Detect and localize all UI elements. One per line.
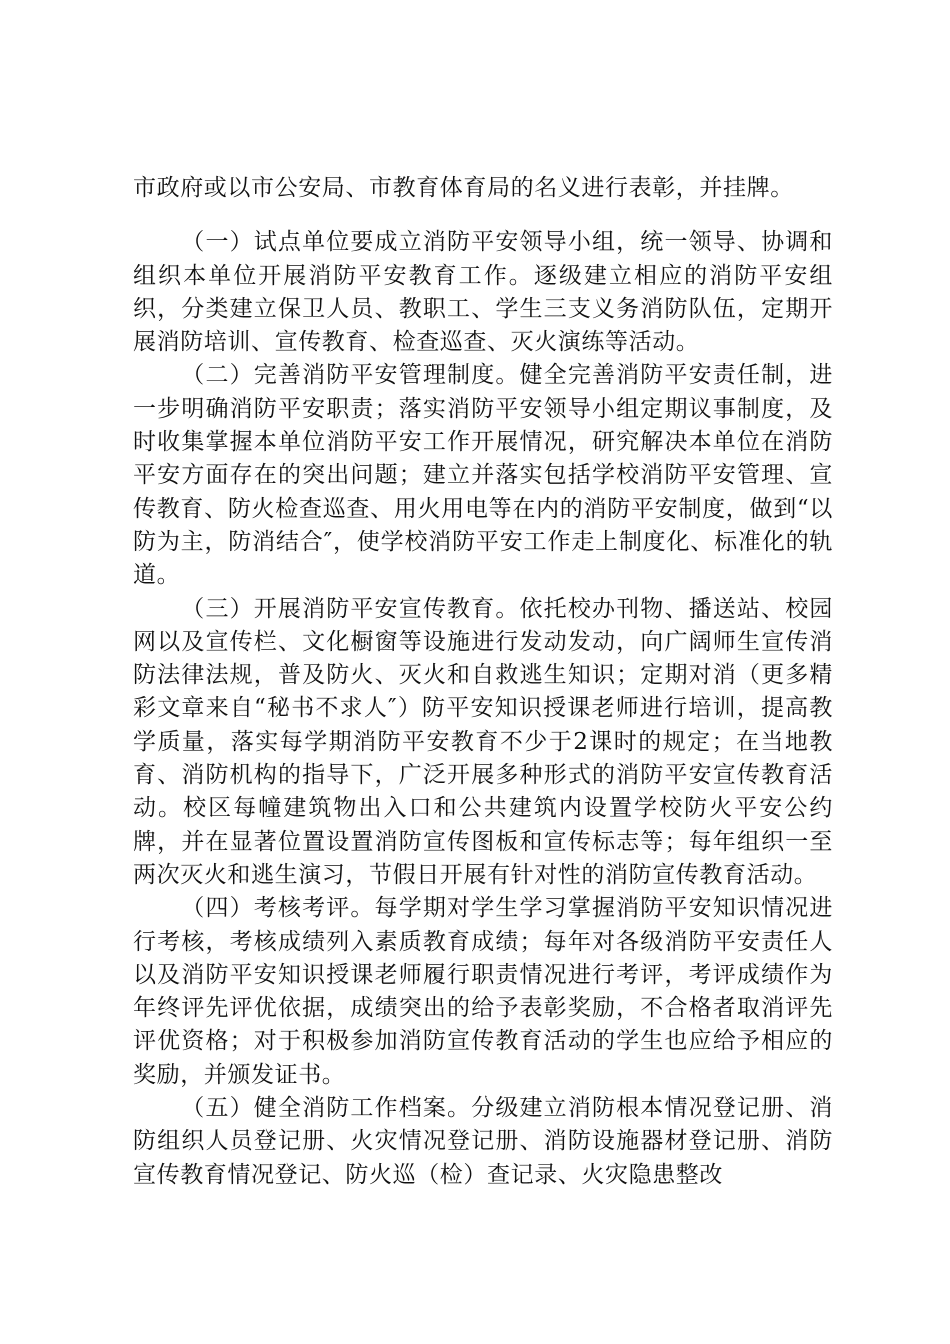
document-body [133, 172, 833, 1192]
paragraph-2: （二）完善消防平安管理制度。健全完善消防平安责任制，进一步明确消防平安职责；落实消防平安领导小组定期议事制度，及时收集掌握本单位消防平安工作开展情况，研究解决本单位在消防平安方面存在的突出问题；建立并落实包括学校消防平安管理、宣传教育、防火检查巡查、用火用电等在内的消防平安制度，做到“以防为主，防消结合″，使学校消防平安工作走上制度化、标准化的轨道。 [133, 362, 833, 589]
paragraph-1: （一）试点单位要成立消防平安领导小组，统一领导、协调和组织本单位开展消防平安教育工作。逐级建立相应的消防平安组织，分类建立保卫人员、教职工、学生三支义务消防队伍，定期开展消防培训、宣传教育、检查巡查、灭火演练等活动。 [133, 229, 833, 356]
paragraph-4: （四）考核考评。每学期对学生学习掌握消防平安知识情况进行考核，考核成绩列入素质教育成绩；每年对各级消防平安责任人以及消防平安知识授课老师履行职责情况进行考评，考评成绩作为年终评先评优依据，成绩突出的给予表彰奖励，不合格者取消评先评优资格；对于积极参加消防宣传教育活动的学生也应给予相应的奖励，并颁发证书。 [133, 895, 833, 1088]
continued-line: 市政府或以市公安局、市教育体育局的名义进行表彰，并挂牌。 [133, 175, 794, 201]
paragraph-5: （五）健全消防工作档案。分级建立消防根本情况登记册、消防组织人员登记册、火灾情况登记册、消防设施器材登记册、消防宣传教育情况登记、防火巡（检）查记录、火灾隐患整改 [133, 1095, 833, 1188]
paragraph-3: （三）开展消防平安宣传教育。依托校办刊物、播送站、校园网以及宣传栏、文化橱窗等设施进行发动发动，向广阔师生宣传消防法律法规，普及防火、灭火和自救逃生知识；定期对消（更多精彩文章来自“秘书不求人″）防平安知识授课老师进行培训，提高教学质量，落实每学期消防平安教育不少于2课时的规定；在当地教育、消防机构的指导下，广泛开展多种形式的消防平安宣传教育活动。校区每幢建筑物出入口和公共建筑内设置学校防火平安公约牌，并在显著位置设置消防宣传图板和宣传标志等；每年组织一至两次灭火和逃生演习，节假日开展有针对性的消防宣传教育活动。 [133, 595, 833, 888]
